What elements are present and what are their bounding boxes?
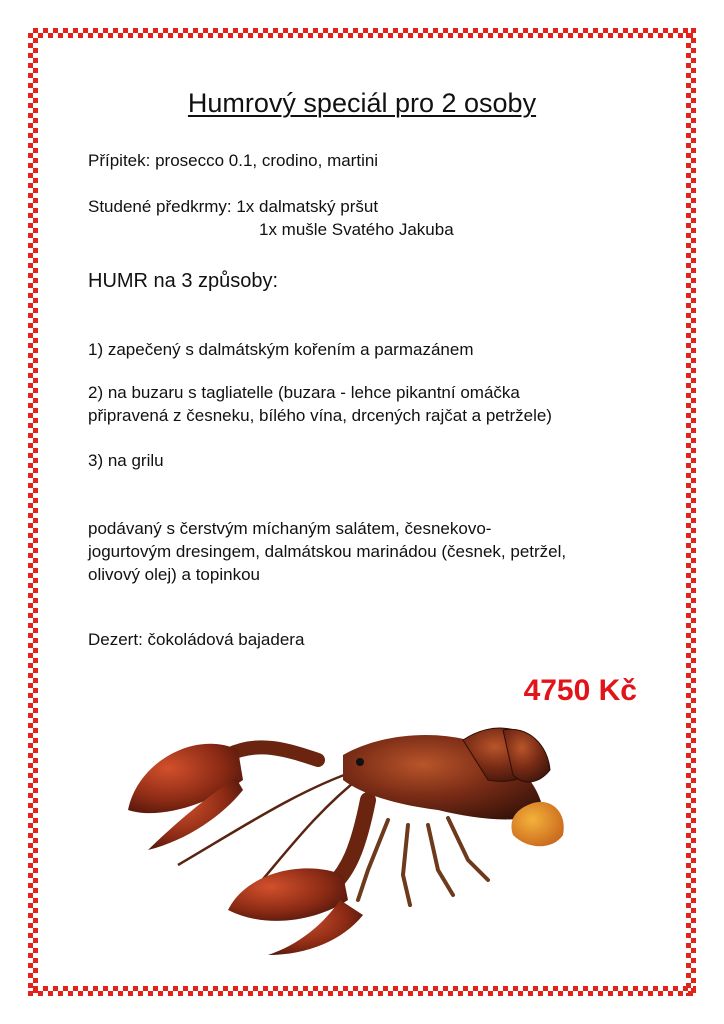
served-with-line-3: olivový olej) a topinkou: [88, 565, 260, 584]
lobster-illustration: [118, 700, 568, 960]
preparation-3: 3) na grilu: [88, 451, 164, 470]
lobster-heading: HUMR na 3 způsoby:: [88, 270, 279, 292]
checker-border-bottom: [28, 986, 696, 996]
preparation-1: 1) zapečený s dalmátským kořením a parmazánem: [88, 340, 474, 359]
claw-arm-lower: [333, 800, 368, 885]
lobster-legs: [358, 818, 488, 905]
served-with-line-2: jogurtovým dresingem, dalmátskou marinádou (česnek, petržel,: [88, 542, 567, 561]
lobster-eye: [356, 758, 364, 766]
aperitif-line: Přípitek: prosecco 0.1, crodino, martini: [88, 151, 379, 170]
checker-border-left: [28, 28, 38, 996]
served-with-line-1: podávaný s čerstvým míchaným salátem, česnekovo-: [88, 519, 492, 538]
starters-line: Studené předkrmy: 1x dalmatský pršut: [88, 197, 379, 216]
claw-lower: [228, 868, 363, 955]
claw-arm-upper: [228, 747, 318, 760]
claw-upper: [128, 744, 243, 850]
menu-title: Humrový speciál pro 2 osoby: [187, 88, 537, 118]
checker-border-right: [686, 28, 696, 996]
starters-line-2: 1x mušle Svatého Jakuba: [259, 220, 454, 239]
preparation-2: 2) na buzaru s tagliatelle (buzara - lehce pikantní omáčka: [88, 383, 520, 402]
preparation-2-detail: připravená z česneku, bílého vína, drcených rajčat a petržele): [88, 406, 552, 425]
price-label: 4750 Kč: [523, 674, 637, 707]
checker-border-top: [28, 28, 696, 38]
dessert-line: Dezert: čokoládová bajadera: [88, 630, 305, 649]
